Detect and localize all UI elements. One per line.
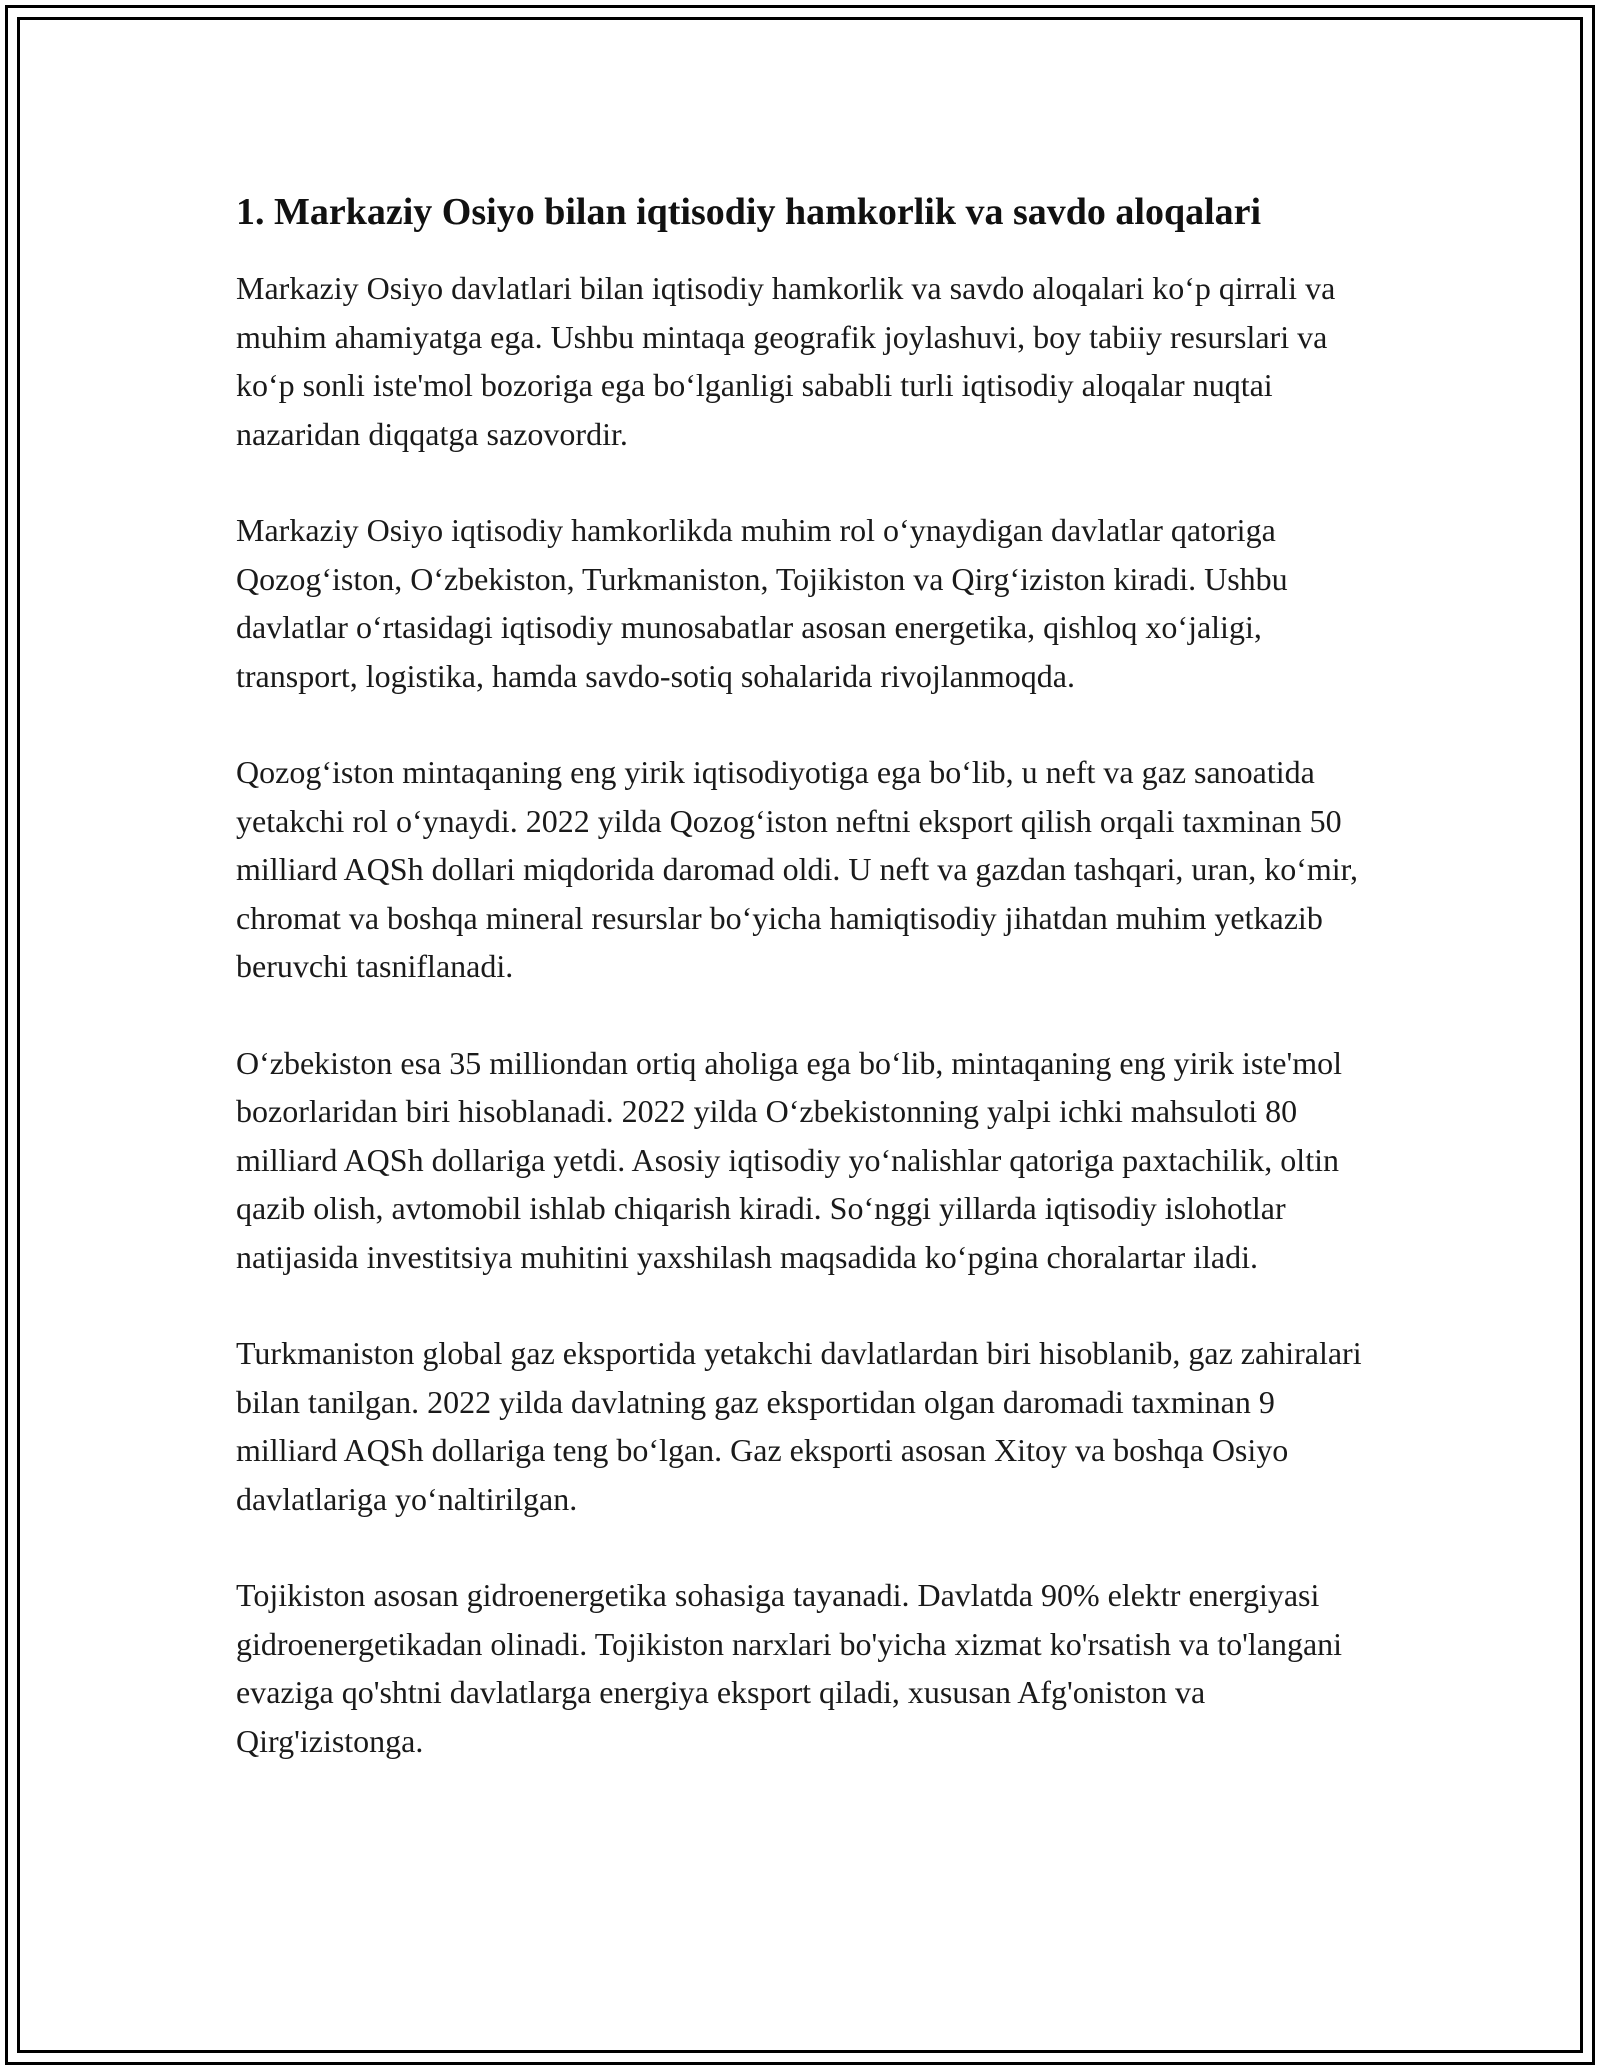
paragraph-uzbekistan: O‘zbekiston esa 35 milliondan ortiq aholiga ega bo‘lib, mintaqaning eng yirik iste'mol bozorlaridan biri hisoblanadi. 2022 yilda O‘zbekistonning yalpi ichki mahsuloti 80 milliard AQSh dollariga yetdi. Asosiy iqtisodiy yo‘nalishlar qatoriga paxtachilik, oltin qazib olish, avtomobil ishlab chiqarish kiradi. So‘nggi yillarda iqtisodiy islohotlar natijasida investitsiya muhitini yaxshilash maqsadida ko‘pgina choralartar iladi. — [236, 1044, 1342, 1275]
paragraph-intro: Markaziy Osiyo davlatlari bilan iqtisodiy hamkorlik va savdo aloqalari ko‘p qirrali va muhim ahamiyatga ega. Ushbu mintaqa geografik joylashuvi, boy tabiiy resurslari va ko‘p sonli iste'mol bozoriga ega bo‘lganligi sababli turli iqtisodiy aloqalar nuqtai nazaridan diqqatga sazovordir. — [236, 270, 1336, 452]
paragraph-countries: Markaziy Osiyo iqtisodiy hamkorlikda muhim rol o‘ynaydigan davlatlar qatoriga Qozog‘iston, O‘zbekiston, Turkmaniston, Tojikiston va Qirg‘iziston kiradi. Ushbu davlatlar o‘rtasidagi iqtisodiy munosabatlar asosan energetika, qishloq xo‘jaligi, transport, logistika, hamda savdo-sotiq sohalarida rivojlanmoqda. — [236, 512, 1288, 694]
paragraph-tajikistan: Tojikiston asosan gidroenergetika sohasiga tayanadi. Davlatda 90% elektr energiyasi gidroenergetikadan olinadi. Tojikiston narxlari bo'yicha xizmat ko'rsatish va to'langani evaziga qo'shtni davlatlarga energiya eksport qiladi, xususan Afg'oniston va Qirg'izistonga. — [236, 1577, 1343, 1759]
paragraph-kazakhstan: Qozog‘iston mintaqaning eng yirik iqtisodiyotiga ega bo‘lib, u neft va gaz sanoatida yetakchi rol o‘ynaydi. 2022 yilda Qozog‘iston neftni eksport qilish orqali taxminan 50 milliard AQSh dollari miqdorida daromad oldi. U neft va gazdan tashqari, uran, ko‘mir, chromat va boshqa mineral resurslar bo‘yicha hamiqtisodiy jihatdan muhim yetkazib beruvchi tasniflanadi. — [236, 754, 1358, 984]
document-body — [236, 186, 1371, 1813]
paragraph-turkmenistan: Turkmaniston global gaz eksportida yetakchi davlatlardan biri hisoblanib, gaz zahiralari bilan tanilgan. 2022 yilda davlatning gaz eksportidan olgan daromadi taxminan 9 milliard AQSh dollariga teng bo‘lgan. Gaz eksporti asosan Xitoy va boshqa Osiyo davlatlariga yo‘naltirilgan. — [236, 1335, 1362, 1517]
section-heading: 1. Markaziy Osiyo bilan iqtisodiy hamkorlik va savdo aloqalari — [236, 191, 1262, 233]
